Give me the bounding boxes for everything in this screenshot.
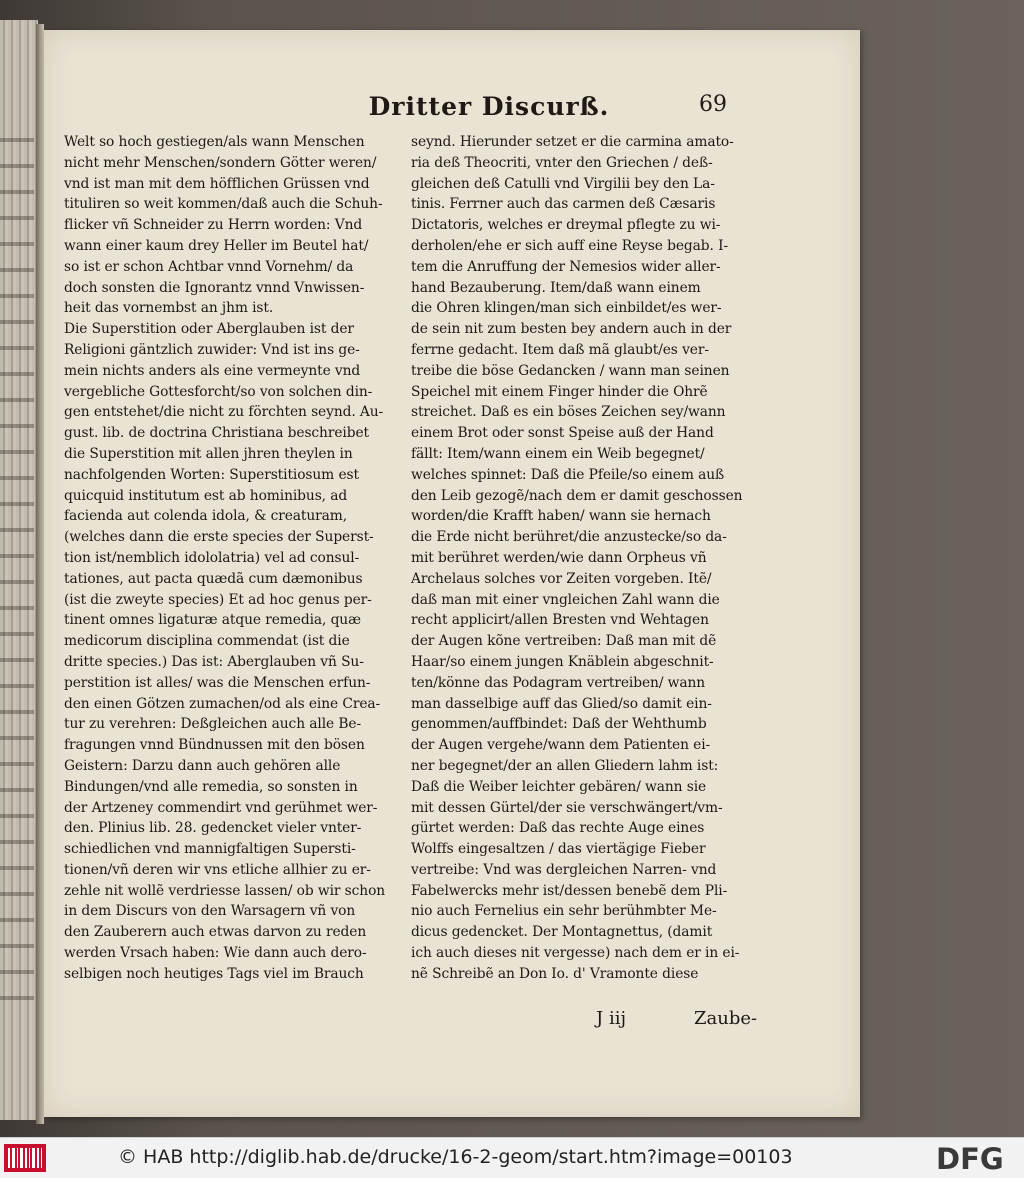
left-column-line: dritte species.) Das ist: Aberglauben vñ Su- bbox=[64, 653, 364, 670]
right-column-line: ten/könne das Podagram vertreiben/ wann bbox=[411, 674, 706, 691]
left-column-line: werden Vrsach haben: Wie dann auch dero- bbox=[64, 945, 367, 962]
left-column-line: Bindungen/vnd alle remedia, so sonsten in bbox=[64, 778, 358, 795]
right-column-line: genommen/auffbindet: Daß der Wehthumb bbox=[411, 716, 707, 733]
right-column-line: mit dessen Gürtel/der sie verschwängert/vm- bbox=[411, 799, 723, 816]
left-column-line: (ist die zweyte species) Et ad hoc genus per- bbox=[64, 591, 372, 608]
left-column-line: die Superstition mit allen jhren theylen in bbox=[64, 445, 353, 462]
left-column-line: medicorum disciplina commendat (ist die bbox=[64, 633, 350, 650]
right-column-line: worden/die Krafft haben/ wann sie hernach bbox=[411, 508, 711, 525]
book-gutter bbox=[36, 24, 44, 1124]
left-column-line: tationes, aut pacta quædã cum dæmonibus bbox=[64, 570, 363, 587]
footer-bar bbox=[0, 1137, 1024, 1178]
right-column-line: treibe die böse Gedancken / wann man seinen bbox=[411, 362, 730, 379]
right-column-line: mit berühret werden/wie dann Orpheus vñ bbox=[411, 549, 707, 566]
left-column-line: gen entstehet/die nicht zu förchten seynd. Au- bbox=[64, 404, 384, 421]
left-column-line: in dem Discurs von den Warsagern vñ von bbox=[64, 903, 356, 920]
right-column-line: ner begegnet/der an allen Gliedern lahm ist: bbox=[411, 757, 719, 774]
left-column-line: den. Plinius lib. 28. gedencket vieler vnter- bbox=[64, 820, 362, 837]
right-column-line: streichet. Daß es ein böses Zeichen sey/wann bbox=[411, 404, 726, 421]
barcode-icon bbox=[4, 1144, 46, 1172]
page-number: 69 bbox=[699, 92, 727, 117]
left-column-line: selbigen noch heutiges Tags viel im Brauch bbox=[64, 965, 364, 982]
catchword: Zaube- bbox=[694, 1008, 758, 1029]
right-column-line: Dictatoris, welches er dreymal pflegte zu wi- bbox=[411, 217, 721, 234]
left-column-line: nicht mehr Menschen/sondern Götter weren/ bbox=[64, 154, 377, 171]
left-column-line: tur zu verehren: Deßgleichen auch alle Be- bbox=[64, 716, 362, 733]
right-column-line: man dasselbige auff das Glied/so damit ein- bbox=[411, 695, 712, 712]
left-column-line: Geistern: Darzu dann auch gehören alle bbox=[64, 757, 341, 774]
left-column-line: doch sonsten die Ignorantz vnnd Vnwissen- bbox=[64, 279, 365, 296]
right-column-line: die Ohren klingen/man sich einbildet/es wer- bbox=[411, 300, 722, 317]
left-column-line: tinent omnes ligaturæ atque remedia, quæ bbox=[64, 612, 361, 629]
left-column-line: Religioni gäntzlich zuwider: Vnd ist ins ge- bbox=[64, 341, 360, 358]
left-column-line: vnd ist man mit dem höfflichen Grüssen vnd bbox=[64, 175, 370, 192]
right-column-line: Haar/so einem jungen Knäblein abgeschnit- bbox=[411, 653, 714, 670]
right-column-line: die Erde nicht berühret/die anzustecke/so da- bbox=[411, 529, 727, 546]
right-column-line: der Augen kõne vertreiben: Daß man mit dẽ bbox=[411, 633, 717, 650]
right-column-line: dicus gedencket. Der Montagnettus, (damit bbox=[411, 924, 713, 941]
right-column-line: recht applicirt/allen Bresten vnd Wehtagen bbox=[411, 612, 709, 629]
dfg-logo-text: DFG bbox=[936, 1143, 1004, 1173]
left-column-line: nachfolgenden Worten: Superstitiosum est bbox=[64, 466, 359, 483]
left-column-line: der Artzeney commendirt vnd gerühmet wer- bbox=[64, 799, 378, 816]
left-column bbox=[64, 132, 404, 985]
right-column-line: nio auch Fernelius ein sehr berühmbter Me- bbox=[411, 903, 717, 920]
right-column-line: hand Bezauberung. Item/daß wann einem bbox=[411, 279, 701, 296]
left-column-line: zehle nit wollẽ verdriesse lassen/ ob wir schon bbox=[64, 882, 386, 899]
left-column-line: facienda aut colenda idola, & creaturam, bbox=[64, 508, 348, 525]
running-head: Dritter Discurß. bbox=[368, 92, 610, 121]
right-column-line: vertreibe: Vnd was dergleichen Narren- vnd bbox=[411, 861, 717, 878]
right-column-line: welches spinnet: Daß die Pfeile/so einem auß bbox=[411, 466, 725, 483]
right-column-line: ria deß Theocriti, vnter den Griechen / deß- bbox=[411, 154, 713, 171]
left-column-line: schiedlichen vnd mannigfaltigen Supersti- bbox=[64, 841, 356, 858]
left-column-line: (welches dann die erste species der Superst- bbox=[64, 529, 374, 546]
signature-mark: J iij bbox=[596, 1008, 627, 1029]
left-column-line: Welt so hoch gestiegen/als wann Menschen bbox=[64, 134, 365, 150]
right-column-line: seynd. Hierunder setzet er die carmina amato- bbox=[411, 134, 734, 150]
left-column-line: tion ist/nemblich idololatria) vel ad consul- bbox=[64, 549, 360, 566]
right-column-line: ferrne gedacht. Item daß mã glaubt/es ver- bbox=[411, 341, 709, 358]
left-column-line: vergebliche Gottesforcht/so von solchen din- bbox=[64, 383, 373, 400]
left-column-line: quicquid institutum est ab hominibus, ad bbox=[64, 487, 348, 504]
left-column-line: perstition ist alles/ was die Menschen erfun- bbox=[64, 674, 371, 691]
left-column-line: Die Superstition oder Aberglauben ist der bbox=[64, 321, 354, 338]
left-column-line: fragungen vnnd Bündnussen mit den bösen bbox=[64, 737, 365, 754]
right-column-line: einem Brot oder sonst Speise auß der Hand bbox=[411, 425, 714, 442]
page-edge-text bbox=[0, 120, 34, 1020]
right-column-line: gürtet werden: Daß das rechte Auge eines bbox=[411, 820, 705, 837]
right-column-line: daß man mit einer vngleichen Zahl wann die bbox=[411, 591, 720, 608]
left-column-line: heit das vornembst an jhm ist. bbox=[64, 300, 274, 317]
left-column-line: so ist er schon Achtbar vnnd Vornehm/ da bbox=[64, 258, 354, 275]
right-column-line: tinis. Ferrner auch das carmen deß Cæsaris bbox=[411, 196, 716, 213]
left-column-line: wann einer kaum drey Heller im Beutel hat/ bbox=[64, 237, 369, 254]
left-column-line: den einen Götzen zumachen/od als eine Crea- bbox=[64, 695, 381, 712]
footer-copyright-link[interactable]: © HAB http://diglib.hab.de/drucke/16-2-geom/start.htm?image=00103 bbox=[118, 1146, 793, 1168]
left-column-line: tituliren so weit kommen/daß auch die Schuh- bbox=[64, 196, 383, 213]
right-column-line: nẽ Schreibẽ an Don Io. d' Vramonte diese bbox=[411, 965, 699, 982]
right-column-line: den Leib gezogẽ/nach dem er damit geschossen bbox=[411, 487, 743, 504]
right-column bbox=[411, 132, 751, 985]
page-edge-stack bbox=[0, 20, 38, 1120]
right-column-line: gleichen deß Catulli vnd Virgilii bey den La- bbox=[411, 175, 715, 192]
right-column-line: ich auch dieses nit vergesse) nach dem er in ei- bbox=[411, 945, 740, 962]
dfg-logo bbox=[934, 1143, 1020, 1173]
right-column-line: tem die Anruffung der Nemesios wider aller- bbox=[411, 258, 721, 275]
left-column-line: den Zauberern auch etwas darvon zu reden bbox=[64, 924, 367, 941]
left-column-line: tionen/vñ deren wir vns etliche allhier zu er- bbox=[64, 861, 371, 878]
right-column-line: Daß die Weiber leichter gebären/ wann sie bbox=[411, 778, 707, 795]
left-column-line: gust. lib. de doctrina Christiana beschreibet bbox=[64, 425, 369, 442]
right-column-line: derholen/ehe er sich auff eine Reyse begab. I- bbox=[411, 237, 729, 254]
right-column-line: fällt: Item/wann einem ein Weib begegnet/ bbox=[411, 445, 705, 462]
right-column-line: Fabelwercks mehr ist/dessen benebẽ dem Pli- bbox=[411, 882, 728, 899]
right-column-line: de sein nit zum besten bey andern auch in der bbox=[411, 321, 732, 338]
right-column-line: Speichel mit einem Finger hinder die Ohrẽ bbox=[411, 383, 708, 400]
right-column-line: der Augen vergehe/wann dem Patienten ei- bbox=[411, 737, 711, 754]
right-column-line: Wolffs eingesaltzen / das viertägige Fieber bbox=[411, 841, 706, 858]
left-column-line: mein nichts anders als eine vermeynte vnd bbox=[64, 362, 361, 379]
left-column-line: flicker vñ Schneider zu Herrn worden: Vnd bbox=[64, 217, 363, 234]
right-column-line: Archelaus solches vor Zeiten vorgeben. Itẽ/ bbox=[411, 570, 712, 587]
book-page bbox=[44, 30, 860, 1117]
